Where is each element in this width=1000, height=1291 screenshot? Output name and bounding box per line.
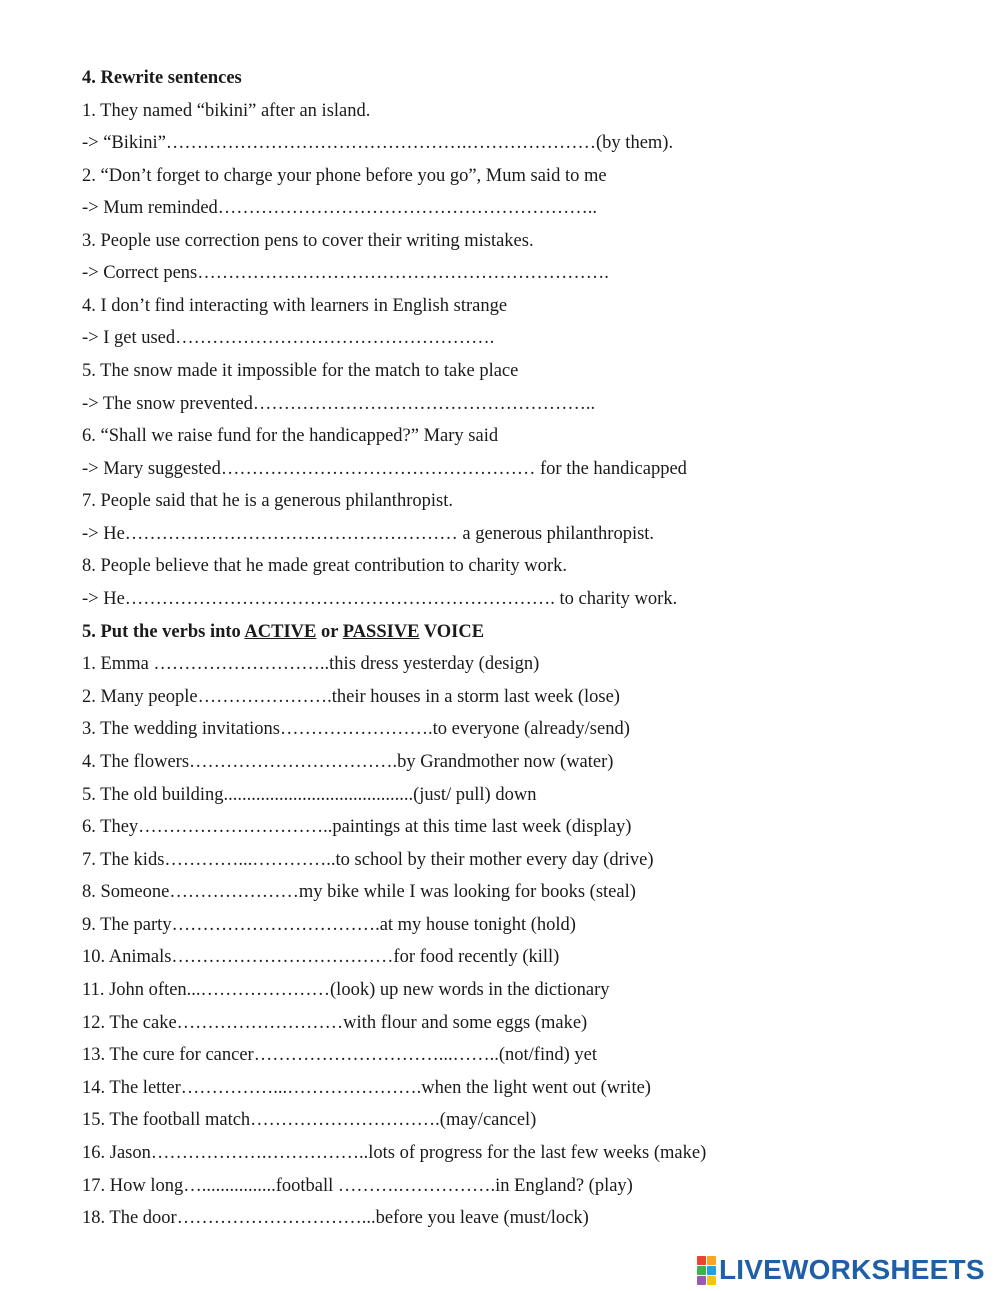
section-5-title — [82, 620, 484, 644]
section-5-title-passive: PASSIVE — [342, 622, 420, 642]
section-5-title-prefix: 5. Put the verbs into — [82, 622, 245, 642]
section-4-line: -> “Bikini”………………………………………….…………………(by them). — [82, 133, 674, 153]
section-5-line: 15. The football match………………………….(may/cancel) — [82, 1110, 537, 1130]
section-5-line: 2. Many people………………….their houses in a storm last week (lose) — [82, 687, 620, 707]
section-5-line: 13. The cure for cancer…………………………...……..(not/find) yet — [82, 1045, 597, 1065]
section-4-line: 1. They named “bikini” after an island. — [82, 101, 371, 121]
section-5-line: 16. Jason……………….……………..lots of progress for the last few weeks (make) — [82, 1143, 707, 1163]
section-5-line: 17. How long…................football ……….…………….in England? (play) — [82, 1176, 633, 1196]
section-4-line: 4. I don’t find interacting with learners in English strange — [82, 296, 508, 316]
section-4-line: -> I get used……………………………………………. — [82, 328, 495, 348]
section-5-line: 9. The party…………………………….at my house tonight (hold) — [82, 915, 576, 935]
section-4-line: 7. People said that he is a generous philanthropist. — [82, 491, 453, 511]
section-4-line: 3. People use correction pens to cover their writing mistakes. — [82, 231, 534, 251]
section-4-line: 6. “Shall we raise fund for the handicapped?” Mary said — [82, 426, 499, 446]
section-5-line: 8. Someone…………………my bike while I was looking for books (steal) — [82, 882, 636, 902]
section-4-line: -> He……………………………………………… a generous philanthropist. — [82, 524, 655, 544]
logo-block — [707, 1276, 716, 1285]
section-4-line: 2. “Don’t forget to charge your phone before you go”, Mum said to me — [82, 166, 607, 186]
section-4-line: -> Mum reminded…………………………………………………….. — [82, 198, 598, 218]
section-5-line: 11. John often...…………………(look) up new words in the dictionary — [82, 980, 610, 1000]
logo-blocks-icon — [697, 1256, 716, 1285]
section-4-line: 5. The snow made it impossible for the match to take place — [82, 361, 519, 381]
section-4-line: -> Mary suggested…………………………………………… for the handicapped — [82, 459, 687, 479]
section-4-line: -> He……………………………………………………………. to charity work. — [82, 589, 678, 609]
logo-block — [707, 1266, 716, 1275]
section-4-title: 4. Rewrite sentences — [82, 68, 242, 88]
section-4-line: -> The snow prevented……………………………………………….. — [82, 394, 596, 414]
section-5-line: 18. The door…………………………...before you leave (must/lock) — [82, 1208, 589, 1228]
liveworksheets-logo — [697, 1255, 985, 1285]
section-5-line: 1. Emma ………………………..this dress yesterday (design) — [82, 654, 540, 674]
section-5-line: 12. The cake………………………with flour and some eggs (make) — [82, 1013, 588, 1033]
section-5-line: 3. The wedding invitations…………………….to everyone (already/send) — [82, 719, 630, 739]
logo-block — [707, 1256, 716, 1265]
section-5-title-suffix: VOICE — [419, 622, 485, 642]
section-5-line: 10. Animals………………………………for food recently (kill) — [82, 947, 560, 967]
section-4-line: 8. People believe that he made great contribution to charity work. — [82, 556, 567, 576]
section-5-title-active: ACTIVE — [244, 622, 317, 642]
section-5-line: 4. The flowers…………………………….by Grandmother now (water) — [82, 752, 614, 772]
section-5-line: 14. The letter……………...………………….when the light went out (write) — [82, 1078, 651, 1098]
section-5-line: 5. The old building.........................................(just/ pull) down — [82, 785, 537, 805]
logo-block — [697, 1276, 706, 1285]
logo-block — [697, 1256, 706, 1265]
logo-block — [697, 1266, 706, 1275]
section-5-title-or: or — [316, 622, 343, 642]
section-4-line: -> Correct pens…………………………………………………………. — [82, 263, 609, 283]
section-5-line: 7. The kids…………...…………..to school by their mother every day (drive) — [82, 850, 654, 870]
section-5-line: 6. They…………………………..paintings at this time last week (display) — [82, 817, 632, 837]
logo-text: LIVEWORKSHEETS — [719, 1254, 985, 1285]
